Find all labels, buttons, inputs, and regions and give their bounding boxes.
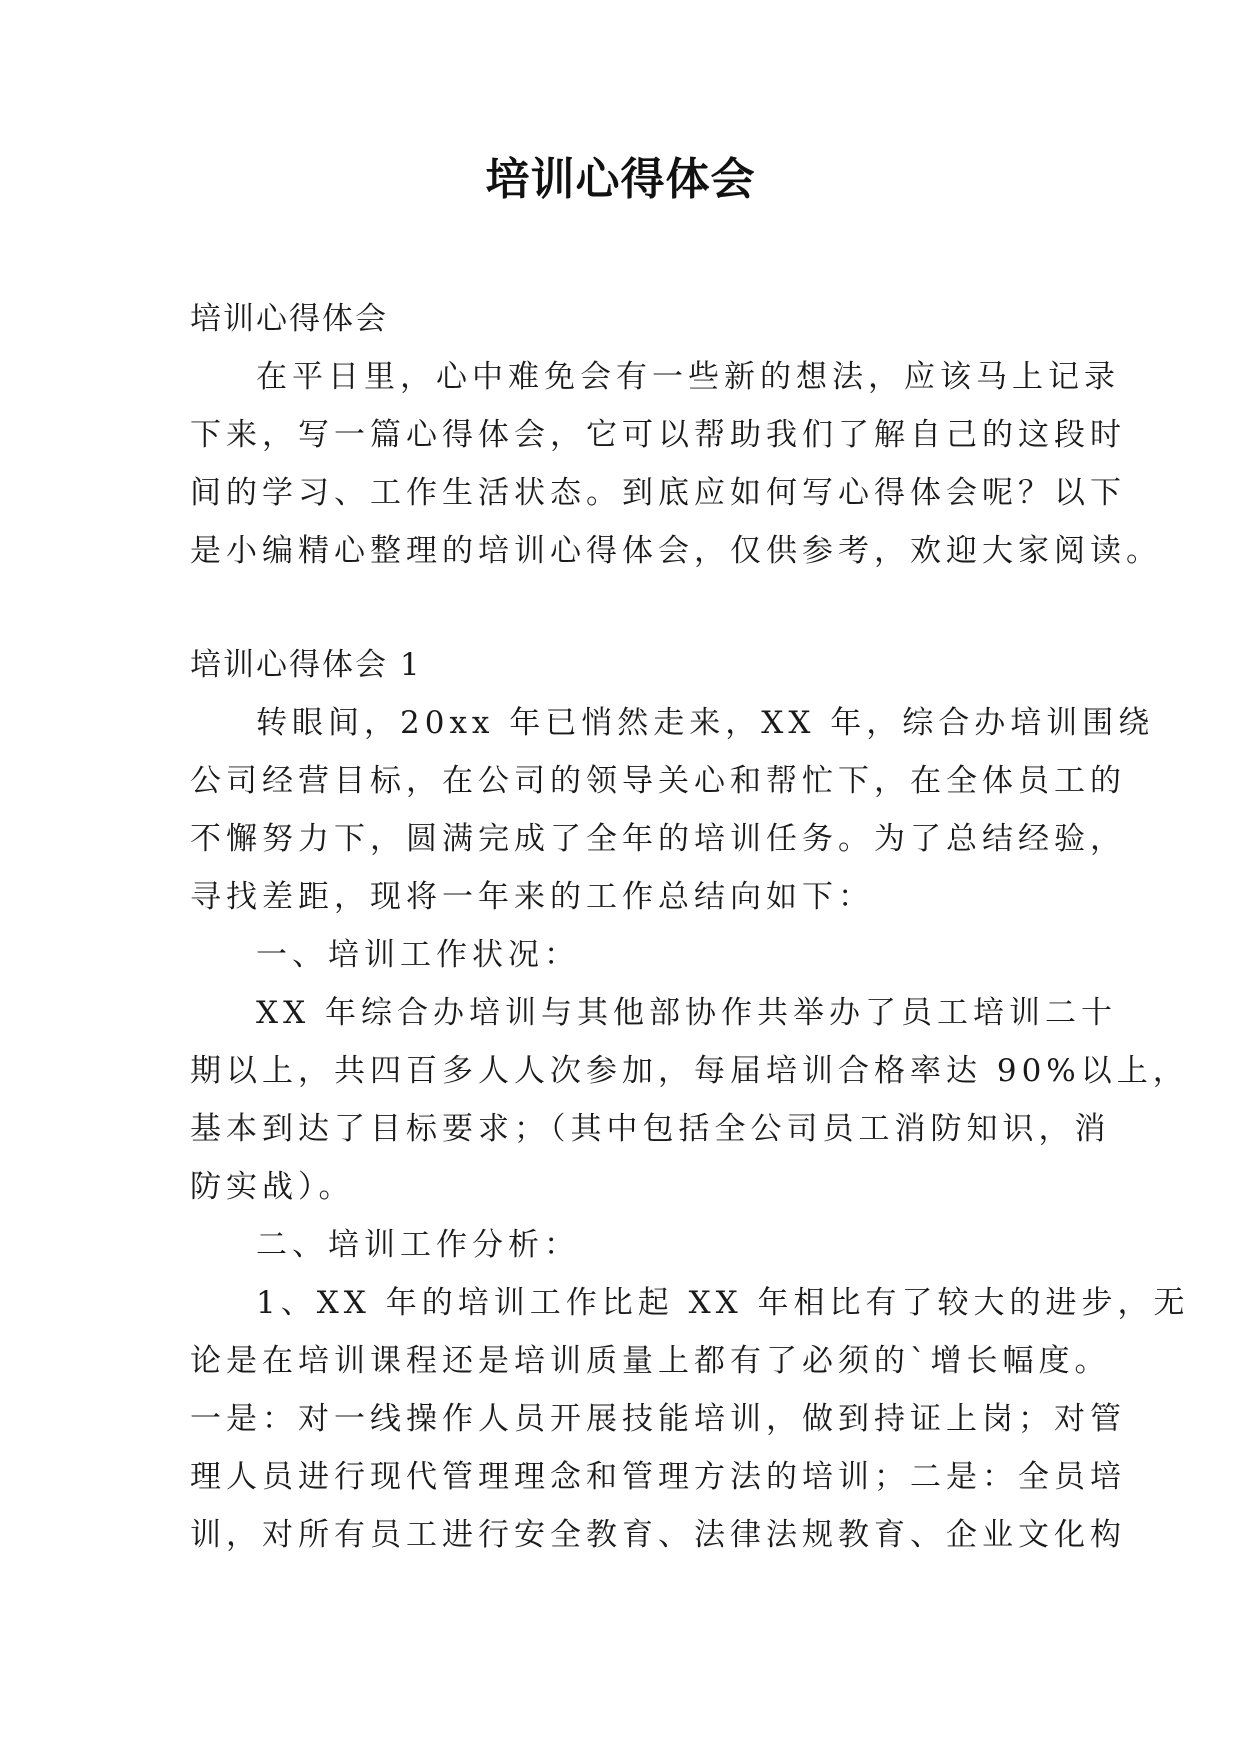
part-1-line-4: 防实战）。 xyxy=(190,1169,355,1205)
document-body xyxy=(190,290,1190,1564)
intro-line-3: 间的学习、工作生活状态。到底应如何写心得体会呢？以下 xyxy=(190,475,1126,511)
paragraph-gap xyxy=(190,580,1052,636)
section-1-title: 培训心得体会 1 xyxy=(190,647,422,683)
part-2-line-2: 论是在培训课程还是培训质量上都有了必须的`增长幅度。 xyxy=(190,1343,1111,1379)
part-2-line-5: 训，对所有员工进行安全教育、法律法规教育、企业文化构 xyxy=(190,1517,1126,1553)
part-2-line-1: 1、XX 年的培训工作比起 XX 年相比有了较大的进步，无 xyxy=(256,1285,1190,1321)
part-1-line-2: 期以上，共四百多人人次参加，每届培训合格率达 90%以上， xyxy=(190,1053,1189,1089)
part-1-line-3: 基本到达了目标要求；（其中包括全公司员工消防知识，消 xyxy=(190,1111,1111,1147)
document-title: 培训心得体会 xyxy=(485,154,756,205)
intro-line-4: 是小编精心整理的培训心得体会，仅供参考，欢迎大家阅读。 xyxy=(190,533,1162,569)
subtitle: 培训心得体会 xyxy=(190,301,388,337)
part-2-line-4: 理人员进行现代管理理念和管理方法的培训；二是：全员培 xyxy=(190,1459,1126,1495)
part-2-heading: 二、培训工作分析： xyxy=(256,1227,580,1263)
section-1-line-1: 转眼间，20xx 年已悄然走来，XX 年，综合办培训围绕 xyxy=(256,705,1155,741)
part-2-line-3: 一是：对一线操作人员开展技能培训，做到持证上岗；对管 xyxy=(190,1401,1126,1437)
intro-line-1: 在平日里，心中难免会有一些新的想法，应该马上记录 xyxy=(256,359,1120,395)
intro-line-2: 下来，写一篇心得体会，它可以帮助我们了解自己的这段时 xyxy=(190,417,1126,453)
part-1-heading: 一、培训工作状况： xyxy=(256,937,580,973)
section-1-line-3: 不懈努力下，圆满完成了全年的培训任务。为了总结经验， xyxy=(190,821,1126,857)
part-1-line-1: XX 年综合办培训与其他部协作共举办了员工培训二十 xyxy=(256,995,1117,1031)
section-1-line-2: 公司经营目标，在公司的领导关心和帮忙下，在全体员工的 xyxy=(190,763,1126,799)
section-1-line-4: 寻找差距，现将一年来的工作总结向如下： xyxy=(190,879,874,915)
